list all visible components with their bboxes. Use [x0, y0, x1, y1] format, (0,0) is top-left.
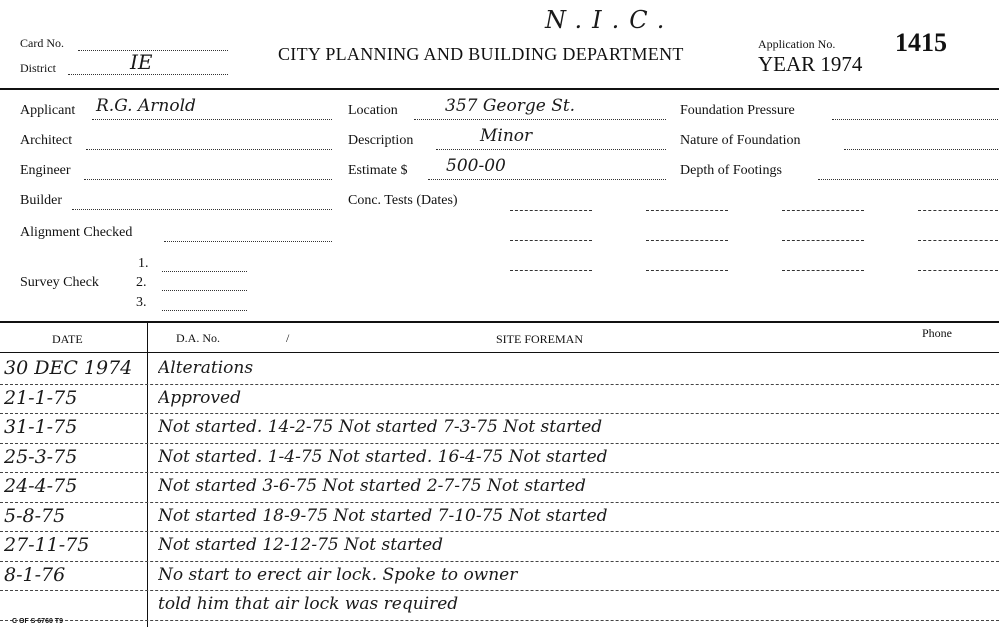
architect-label: Architect — [20, 133, 73, 148]
conc-date-line — [646, 240, 728, 241]
conc-date-line — [782, 240, 864, 241]
row-date: 30 DEC 1974 — [4, 357, 133, 379]
estimate-line — [428, 179, 666, 180]
row-rule — [0, 561, 999, 562]
form-code: C OF S 6760 T9 — [12, 618, 63, 625]
row-entry: Alterations — [158, 358, 254, 378]
location-label: Location — [348, 103, 398, 118]
foundation-pressure-line — [832, 119, 998, 120]
description-value: Minor — [480, 126, 533, 146]
survey-2-label: 2. — [136, 275, 147, 290]
row-date: 27-11-75 — [4, 534, 90, 556]
date-column-divider — [147, 321, 148, 627]
conc-date-line — [510, 210, 592, 211]
description-label: Description — [348, 133, 414, 148]
conc-date-line — [918, 240, 998, 241]
da-no-mark: / — [286, 331, 290, 345]
conc-date-line — [918, 270, 998, 271]
row-rule — [0, 590, 999, 591]
estimate-value: 500-00 — [446, 156, 506, 176]
row-entry: Not started 18-9-75 Not started 7-10-75 Not started — [158, 505, 608, 526]
row-entry: Not started 12-12-75 Not started — [158, 535, 444, 555]
row-date: 21-1-75 — [4, 386, 78, 409]
district-value: IE — [130, 50, 153, 74]
nature-of-foundation-line — [844, 149, 998, 150]
row-rule — [0, 443, 999, 444]
application-no-label: Application No. — [758, 37, 836, 51]
row-rule — [0, 502, 999, 503]
depth-of-footings-line — [818, 179, 998, 180]
row-rule — [0, 413, 999, 414]
architect-line — [86, 149, 332, 150]
card-no-label: Card No. — [20, 36, 64, 50]
nature-of-foundation-label: Nature of Foundation — [680, 133, 801, 148]
depth-of-footings-label: Depth of Footings — [680, 163, 782, 178]
department-title: CITY PLANNING AND BUILDING DEPARTMENT — [278, 44, 684, 64]
foundation-pressure-label: Foundation Pressure — [680, 103, 795, 118]
survey-check-label: Survey Check — [20, 275, 99, 290]
application-number: 1415 — [895, 28, 947, 57]
description-line — [436, 149, 666, 150]
year-label: YEAR 1974 — [758, 52, 863, 76]
site-foreman-column-header: SITE FOREMAN — [496, 332, 584, 346]
row-rule — [0, 384, 999, 385]
conc-date-line — [782, 270, 864, 271]
row-rule — [0, 472, 999, 473]
alignment-label: Alignment Checked — [20, 225, 133, 240]
location-value: 357 George St. — [445, 96, 576, 116]
row-entry: Not started 3-6-75 Not started 2-7-75 Not started — [158, 476, 586, 496]
row-date: 24-4-75 — [4, 475, 78, 497]
row-date: 25-3-75 — [4, 445, 78, 468]
row-entry: Not started. 1-4-75 Not started. 16-4-75 Not started — [158, 446, 608, 467]
district-label: District — [20, 61, 56, 75]
date-column-header: DATE — [52, 332, 83, 346]
row-date: 31-1-75 — [4, 416, 78, 438]
alignment-line — [164, 241, 332, 242]
engineer-label: Engineer — [20, 163, 71, 178]
applicant-label: Applicant — [20, 103, 76, 118]
header-rule — [0, 88, 999, 90]
survey-2-line — [162, 290, 247, 291]
estimate-label: Estimate $ — [348, 163, 408, 178]
engineer-line — [84, 179, 332, 180]
conc-date-line — [510, 270, 592, 271]
survey-3-line — [162, 310, 247, 311]
conc-tests-label: Conc. Tests (Dates) — [348, 193, 458, 208]
conc-date-line — [782, 210, 864, 211]
row-date: 8-1-76 — [4, 563, 66, 586]
row-entry: Approved — [158, 387, 241, 408]
row-entry: No start to erect air lock. Spoke to owner — [158, 564, 518, 585]
applicant-value: R.G. Arnold — [96, 96, 196, 116]
phone-column-header: Phone — [922, 326, 952, 340]
row-entry: Not started. 14-2-75 Not started 7-3-75 Not started — [158, 417, 603, 437]
table-header-rule — [0, 352, 999, 353]
builder-line — [72, 209, 332, 210]
applicant-line — [92, 119, 332, 120]
conc-date-line — [646, 270, 728, 271]
nic-annotation: N.I.C. — [545, 6, 675, 34]
table-top-rule — [0, 321, 999, 323]
conc-date-line — [918, 210, 998, 211]
district-line — [68, 74, 228, 75]
survey-1-line — [162, 271, 247, 272]
row-entry: told him that air lock was required — [158, 594, 459, 614]
conc-date-line — [510, 240, 592, 241]
location-line — [414, 119, 666, 120]
row-rule — [0, 620, 999, 621]
conc-date-line — [646, 210, 728, 211]
row-rule — [0, 531, 999, 532]
row-date: 5-8-75 — [4, 504, 66, 527]
builder-label: Builder — [20, 193, 62, 208]
da-no-column-header: D.A. No. — [176, 331, 220, 345]
survey-1-label: 1. — [138, 256, 149, 271]
survey-3-label: 3. — [136, 295, 147, 310]
card-no-line — [78, 50, 228, 51]
